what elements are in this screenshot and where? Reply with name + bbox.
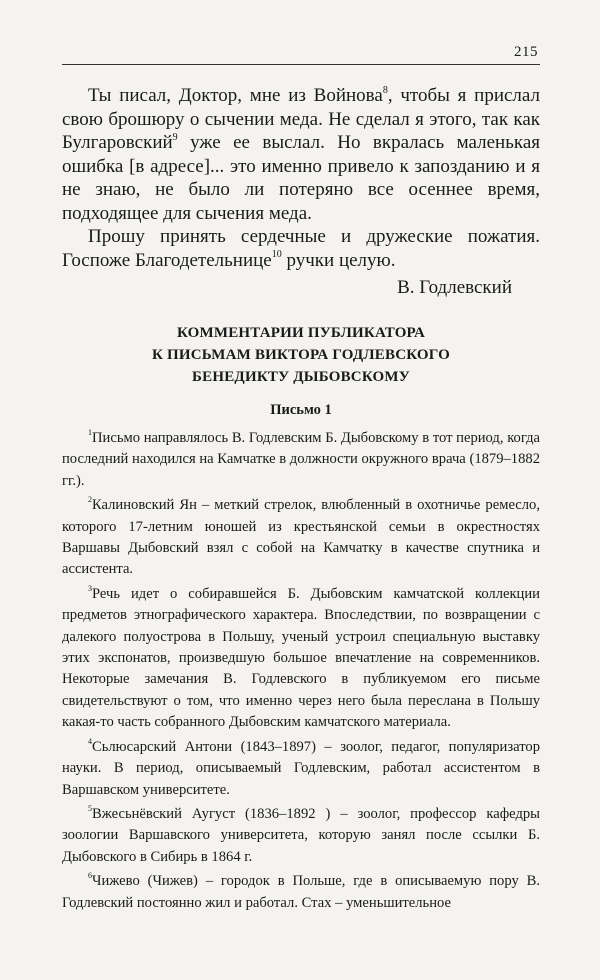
letter-body xyxy=(62,84,540,300)
header-rule xyxy=(62,64,540,65)
note-2 xyxy=(62,495,540,581)
note-6 xyxy=(62,871,540,914)
note-number: 2 xyxy=(88,495,92,505)
note-3 xyxy=(62,584,540,734)
comments-heading xyxy=(62,322,540,388)
note-text: Сьлюсарский Антони (1843–1897) – зоолог, педагог, популяризатор науки. В период, описываемый Годлевским, работал ассистентом в Варшавском университете. xyxy=(62,738,540,798)
footnotes xyxy=(62,428,540,917)
note-4 xyxy=(62,737,540,801)
note-text: Калиновский Ян – меткий стрелок, влюбленный в охотничье ремесло, которого 17-летним юношей из крестьянской семьи в окрестностях Варшавы Дыбовский взял с собой на Камчатку в качестве спутника и ассистента. xyxy=(62,497,540,578)
letter-text: ручки целую. xyxy=(281,249,396,271)
note-number: 3 xyxy=(88,583,92,593)
footnote-ref: 9 xyxy=(172,131,178,143)
letter-text: уже ее выслал. Но вкралась маленькая ошибка [в адресе]... это именно привело к запозданию и я не знаю, не было ли потеряно все осеннее время, подходящее для сычения меда. xyxy=(62,132,540,224)
note-text: Чижево (Чижев) – городок в Польше, где в описываемую пору В. Годлевский постоянно жил и работал. Стах – уменьшительное xyxy=(62,873,540,911)
letter-text: Прошу принять сердечные и дружеские пожатия. Госпоже Благодетельнице xyxy=(62,226,540,271)
note-number: 4 xyxy=(88,736,92,746)
letter-text: , чтобы я прислал свою брошюру о сычении меда. Не сделал я этого, так как Булгаровский xyxy=(62,85,540,153)
footnote-ref: 10 xyxy=(271,249,282,261)
letter-paragraph-1 xyxy=(62,84,540,225)
heading-line: КОММЕНТАРИИ ПУБЛИКАТОРА xyxy=(176,325,426,341)
letter-text: Ты писал, Доктор, мне из Войнова xyxy=(88,85,383,106)
letter-subheading: Письмо 1 xyxy=(270,402,332,418)
note-text: Речь идет о собиравшейся Б. Дыбовским камчатской коллекции предметов этнографического характера. Впоследствии, по возвращении с далекого полуострова в Польшу, ученый устроил специальную выставку этих экспонатов, произведшую большое впечатление на современников. Некоторые замечания В. Годлевского в публикуемом его письме свидетельствуют о том, что именно через него была переслана в Польшу какая-то часть собранного Дыбовским камчатского материала. xyxy=(62,585,540,731)
note-text: Вжесьнёвский Аугуст (1836–1892 ) – зоолог, профессор кафедры зоологии Варшавского университета, которую занял после ссылки Б. Дыбовского в Сибирь в 1864 г. xyxy=(62,805,540,865)
note-number: 5 xyxy=(88,804,92,814)
letter-paragraph-2 xyxy=(62,225,540,272)
heading-line: К ПИСЬМАМ ВИКТОРА ГОДЛЕВСКОГО xyxy=(151,347,451,363)
heading-line: БЕНЕДИКТУ ДЫБОВСКОМУ xyxy=(192,369,410,385)
footnote-ref: 8 xyxy=(382,84,388,96)
note-5 xyxy=(62,804,540,868)
note-text: Письмо направлялось В. Годлевским Б. Дыбовскому в тот период, когда последний находился на Камчатке в должности окружного врача (1879–1882 гг.). xyxy=(62,430,540,489)
page-number: 215 xyxy=(514,44,538,60)
note-number: 1 xyxy=(88,428,92,438)
note-number: 6 xyxy=(88,871,92,881)
signature: В. Годлевский xyxy=(397,277,512,298)
note-1 xyxy=(62,428,540,492)
